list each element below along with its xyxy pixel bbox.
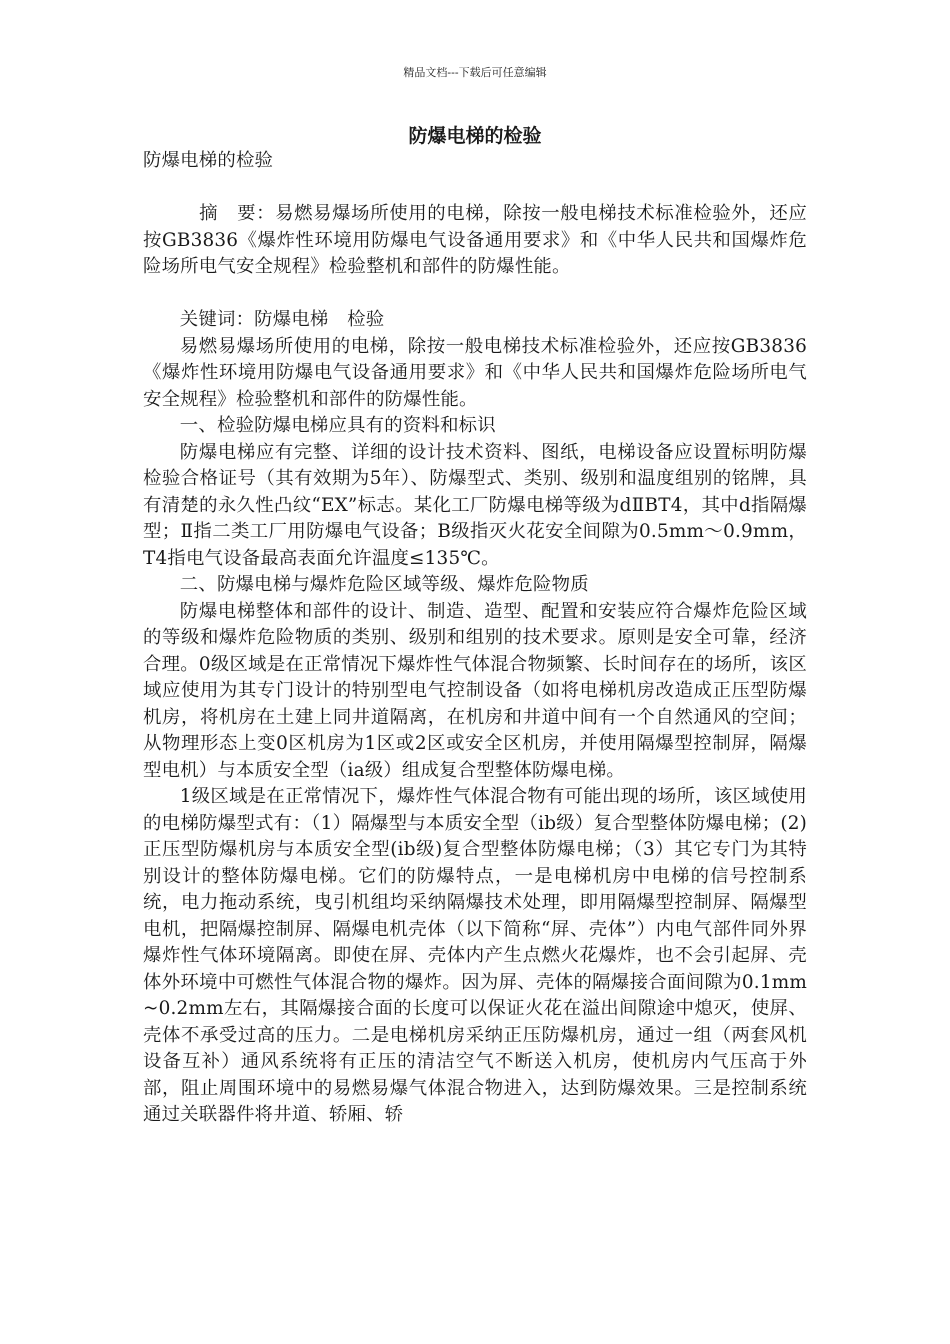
header-note: 精品文档---下载后可任意编辑 bbox=[403, 66, 547, 79]
spacer bbox=[143, 175, 807, 202]
section-heading-2: 二、防爆电梯与爆炸危险区域等级、爆炸危险物质 bbox=[179, 574, 589, 595]
abstract-paragraph: 摘 要：易燃易爆场所使用的电梯，除按一般电梯技术标准检验外，还应按GB3836《爆炸性环境用防爆电气设备通用要求》和《中华人民共和国爆炸危险场所电气安全规程》检验整机和部件的防爆性能。 bbox=[143, 203, 807, 277]
document-subtitle: 防爆电梯的检验 bbox=[143, 150, 274, 171]
keywords-line: 关键词：防爆电梯 检验 bbox=[179, 309, 385, 330]
document-title: 防爆电梯的检验 bbox=[408, 125, 542, 147]
document-body bbox=[143, 148, 807, 1129]
section-heading-1: 一、检验防爆电梯应具有的资料和标识 bbox=[179, 415, 496, 436]
body-paragraph: 防爆电梯应有完整、详细的设计技术资料、图纸，电梯设备应设置标明防爆检验合格证号（其有效期为5年）、防爆型式、类别、级别和温度组别的铭牌，具有清楚的永久性凸纹“EX”标志。某化工厂防爆电梯等级为dⅡBT4，其中d指隔爆型；Ⅱ指二类工厂用防爆电气设备；B级指灭火花安全间隙为0.5mm～0.9mm，T4指电气设备最高表面允许温度≤135℃。 bbox=[143, 441, 807, 569]
intro-paragraph: 易燃易爆场所使用的电梯，除按一般电梯技术标准检验外，还应按GB3836《爆炸性环境用防爆电气设备通用要求》和《中华人民共和国爆炸危险场所电气安全规程》检验整机和部件的防爆性能。 bbox=[143, 335, 807, 410]
spacer bbox=[143, 281, 807, 308]
body-paragraph: 1级区域是在正常情况下，爆炸性气体混合物有可能出现的场所，该区域使用的电梯防爆型式有：（1）隔爆型与本质安全型（ib级）复合型整体防爆电梯；(2)正压型防爆机房与本质安全型(ib级)复合型整体防爆电梯；（3）其它专门为其特别设计的整体防爆电梯。它们的防爆特点，一是电梯机房中电梯的信号控制系统，电力拖动系统，曳引机组均采纳隔爆技术处理，即用隔爆型控制屏、隔爆型电机，把隔爆控制屏、隔爆电机壳体（以下简称“屏、壳体”）内电气部件同外界爆炸性气体环境隔离。即使在屏、壳体内产生点燃火花爆炸，也不会引起屏、壳体外环境中可燃性气体混合物的爆炸。因为屏、壳体的隔爆接合面间隙为0.1mm~0.2mm左右，其隔爆接合面的长度可以保证火花在溢出间隙途中熄灭，使屏、壳体不承受过高的压力。二是电梯机房采纳正压防爆机房，通过一组（两套风机设备互补）通风系统将有正压的清洁空气不断送入机房，使机房内气压高于外部，阻止周围环境中的易燃易爆气体混合物进入，达到防爆效果。三是控制系统通过关联器件将井道、轿厢、轿 bbox=[143, 786, 807, 1125]
body-paragraph: 防爆电梯整体和部件的设计、制造、造型、配置和安装应符合爆炸危险区域的等级和爆炸危险物质的类别、级别和组别的技术要求。原则是安全可靠，经济合理。0级区域是在正常情况下爆炸性气体混合物频繁、长时间存在的场所，该区域应使用为其专门设计的特别型电气控制设备（如将电梯机房改造成正压型防爆机房，将机房在土建上同井道隔离，在机房和井道中间有一个自然通风的空间；从物理形态上变0区机房为1区或2区或安全区机房，并使用隔爆型控制屏，隔爆型电机）与本质安全型（ia级）组成复合型整体防爆电梯。 bbox=[143, 600, 807, 781]
